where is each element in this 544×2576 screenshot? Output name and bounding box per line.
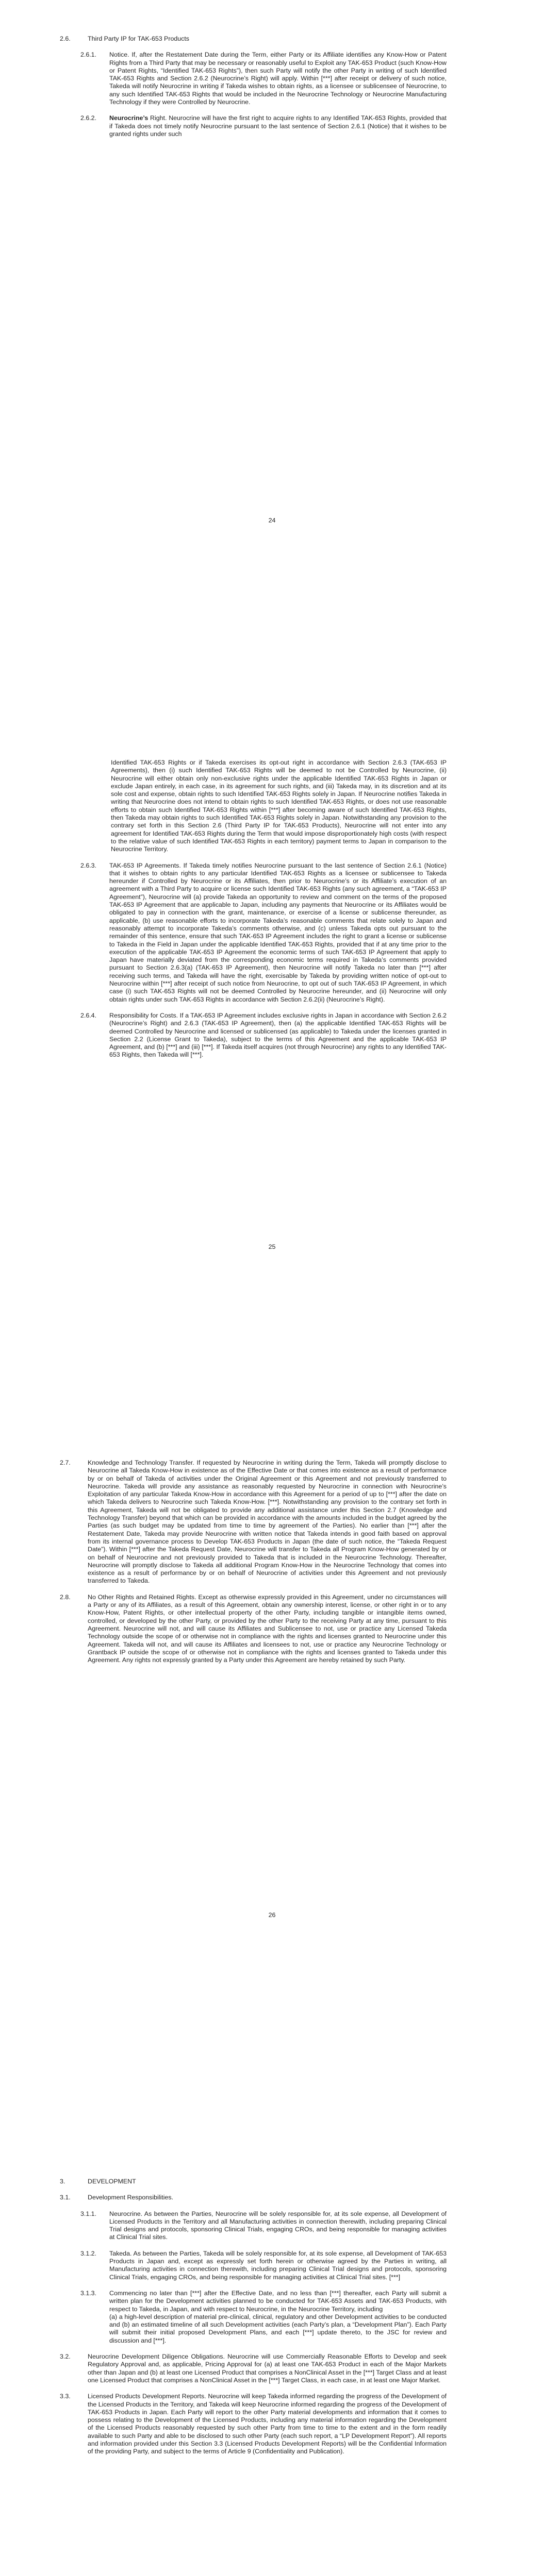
section-3-1-3 <box>80 2290 447 2345</box>
section-number: 3. <box>60 2178 65 2185</box>
section-heading: Development Responsibilities. <box>88 2194 173 2201</box>
section-text: Licensed Products Development Reports. Neurocrine will keep Takeda informed regarding the progress of the Development of the Licensed Products in the Territory, and Takeda will keep Neurocrine informed regarding the progress of the Development of TAK-653 Products in Japan. Each Party will report to the other Party material developments and information that it comes to possess relating to the Development of the Licensed Products, including any material information regarding the Development of the Licensed Products reasonably requested by such other Party from time to time to the extent and in the form readily available to such Party and able to be disclosed to such other Party (each such report, a “LP Development Report”). All reports and information provided under this Section 3.3 (Licensed Products Development Reports) will be the Confidential Information of the providing Party, and subject to the terms of Article 9 (Confidentiality and Publication). <box>88 2393 449 2455</box>
section-continuation: Identified TAK-653 Rights or if Takeda exercises its opt-out right in accordance with Section 2.6.3 (TAK-653 IP Agreements), then (i) such Identified TAK-653 Rights will be deemed to not be Controlled by Neurocrine, (ii) Neurocrine will either obtain only non-exclusive rights under the applicable Identified TAK-653 Rights in Japan or exclude Japan entirely, in each case, in its agreement for such rights, and (iii) Takeda may, in its discretion and at its sole cost and expense, obtain rights to such Identified TAK-653 Rights solely in Japan. If Neurocrine notifies Takeda in writing that Neurocrine does not intend to obtain rights to such Identified TAK-653 Rights, or does not use reasonable efforts to obtain such Identified TAK-653 Rights within [***] after becoming aware of such Identified TAK-653 Rights, then Takeda may obtain rights to such Identified TAK-653 Rights solely in Japan. Notwithstanding any provision to the contrary set forth in this Section 2.6 (Third Party IP for TAK-653 Products), Neurocrine will not enter into any agreement for Identified TAK-653 Rights during the Term that would impose disproportionately high costs (with respect to the relative value of such Identified TAK-653 Rights in each territory) payment terms to Japan in comparison to the Neurocrine Territory. <box>111 759 449 853</box>
section-number: 2.8. <box>60 1593 71 1601</box>
article-3 <box>60 2178 447 2185</box>
section-number: 2.6.4. <box>80 1011 97 1019</box>
section-number: 3.1. <box>60 2194 71 2201</box>
section-text: Knowledge and Technology Transfer. If requested by Neurocrine in writing during the Term, Takeda will promptly disclose to Neurocrine all Takeda Know-How in existence as of the Effective Date or that comes into existence as a result of performance by or on behalf of Takeda of activities under the Original Agreement or this Agreement and not previously transferred to Neurocrine. Takeda will provide any assistance as reasonably requested by Neurocrine in connection with Neurocrine’s Exploitation of any particular Takeda Know-How in accordance with this Agreement for a period of up to [***] after the date on which Takeda delivers to Neurocrine such Takeda Know-How. [***]. Notwithstanding any provision to the contrary set forth in this Agreement, Takeda will not be obligated to provide any additional assistance under this Section 2.7 (Knowledge and Technology Transfer) beyond that which can be provided in accordance with the amounts included in the budget agreed by the Parties (as such budget may be updated from time to time by agreement of the Parties). No earlier than [***] after the Restatement Date, Takeda may provide Neurocrine with written notice that Takeda intends in good faith based on approval from its internal governance process to Develop TAK-653 Products in Japan (the date of such notice, the “Takeda Request Date”). Within [***] after the Takeda Request Date, Neurocrine will transfer to Takeda all Program Know-How generated by or on behalf of Neurocrine and not previously provided to Takeda that is included in the Neurocrine Technology. Thereafter, Neurocrine will promptly disclose to Takeda all additional Program Know-How in the Neurocrine Technology that comes into existence as a result of performance by or on behalf of Neurocrine of activities under this Agreement and not previously transferred to Takeda. <box>88 1459 449 1585</box>
section-number: 3.1.3. <box>80 2289 97 2297</box>
section-3-1-1 <box>80 2210 447 2242</box>
section-number: 2.7. <box>60 1459 71 1466</box>
page-number: 25 <box>268 1243 276 1250</box>
article-heading: DEVELOPMENT <box>88 2178 136 2185</box>
section-text: Notice. If, after the Restatement Date during the Term, either Party or its Affiliate identifies any Know-How or Patent Rights from a Third Party that may be necessary or reasonably useful to Exploit any TAK-653 Product (such Know-How or Patent Rights, “Identified TAK-653 Rights”), then such Party will notify the other Party in writing of such Identified TAK-653 Rights and Section 2.6.2 (Neurocrine’s Right) will apply. Within [***] after receipt or delivery of such notice, Takeda will notify Neurocrine in writing if Takeda wishes to obtain rights, as a licensee or sublicensee of Neurocrine, to any such Identified TAK-653 Rights that would be included in the Neurocrine Technology or Neurocrine Manufacturing Technology if they were Controlled by Neurocrine. <box>109 51 449 106</box>
document-page <box>0 703 544 1406</box>
section-text: Neurocrine Development Diligence Obligations. Neurocrine will use Commercially Reasonable Efforts to Develop and seek Regulatory Approval and, as applicable, Pricing Approval for (a) at least one TAK-653 Product in each of the Major Markets other than Japan and (b) at least one Licensed Product that comprises a NonClinical Asset in the [***] Target Class and at least one Licensed Product that comprises a NonClinical Asset in the [***] Target Class, in each case, in at least one Major Market. <box>88 2353 449 2384</box>
page-body <box>60 2178 447 2464</box>
section-number: 3.3. <box>60 2393 71 2400</box>
section-2-6-2 <box>80 114 447 138</box>
section-2-7 <box>60 1459 447 1585</box>
section-2-6-4 <box>80 1012 447 1059</box>
section-text: Neurocrine. As between the Parties, Neurocrine will be solely responsible for, at its sole expense, all Development of Licensed Products in the Territory and all Manufacturing activities in connection therewith, including preparing Clinical Trial designs and protocols, sponsoring Clinical Trials, engaging CROs, and being responsible for managing activities at Clinical Trial sites. <box>109 2210 449 2241</box>
bold-run: Neurocrine’s <box>109 114 149 122</box>
section-heading: Third Party IP for TAK-653 Products <box>88 35 189 42</box>
section-2-6 <box>60 35 447 43</box>
section-2-8 <box>60 1594 447 1665</box>
page-number: 24 <box>268 517 276 524</box>
section-number: 2.6.3. <box>80 861 97 869</box>
section-text: Right. Neurocrine will have the first right to acquire rights to any Identified TAK-653 Rights, provided that if Takeda does not timely notify Neurocrine pursuant to the last sentence of Section 2.6.1 (Notice) that it wishes to be granted rights under such <box>109 114 449 138</box>
section-3-3 <box>60 2393 447 2455</box>
section-number: 2.6.2. <box>80 114 97 122</box>
section-3-1-2 <box>80 2250 447 2281</box>
section-number: 3.1.2. <box>80 2249 97 2257</box>
document-page <box>0 1406 544 2110</box>
page-body <box>60 35 447 146</box>
section-text: TAK-653 IP Agreements. If Takeda timely notifies Neurocrine pursuant to the last sentence of Section 2.6.1 (Notice) that it wishes to obtain rights to any particular Identified TAK-653 Rights as a licensee or sublicensee to Takeda hereunder if Controlled by Neurocrine or its Affiliates, then prior to Neurocrine’s or its Affiliate’s execution of an agreement with a Third Party to acquire or license such Identified TAK-653 Rights (any such agreement, a “TAK-653 IP Agreement”), Neurocrine will (a) provide Takeda an opportunity to review and comment on the terms of the proposed TAK-653 IP Agreement that are applicable to Japan, including any payments that Neurocrine or its Affiliates would be obligated to pay in connection with the grant, maintenance, or exercise of a license or sublicense thereunder, as applicable, (b) use reasonable efforts to incorporate Takeda’s reasonable comments that relate solely to Japan and reasonably attempt to incorporate Takeda’s comments otherwise, and (c) unless Takeda opts out pursuant to the remainder of this sentence, ensure that such TAK-653 IP Agreement includes the right to grant a license or sublicense to Takeda in the Field in Japan under the applicable Identified TAK-653 Rights, provided that if at any time prior to the execution of the applicable TAK-653 IP Agreement the economic terms of such TAK-653 IP Agreement that apply to Japan have materially deviated from the corresponding economic terms required in Takeda’s comments provided pursuant to Section 2.6.3(a) (TAK-653 IP Agreement), then Neurocrine will notify Takeda no later than [***] after receiving such terms, and Takeda will have the right, exercisable by Takeda by providing written notice of opt-out to Neurocrine within [***] after receipt of such notice from Neurocrine, to opt out of such TAK-653 IP Agreement, in which case (i) such TAK-653 Rights will not be deemed Controlled by Neurocrine hereunder, and (ii) Neurocrine will only obtain rights under such TAK-653 Rights in accordance with Section 2.6.2(ii) (Neurocrine’s Right). <box>109 861 449 1003</box>
document-page <box>0 2110 544 2576</box>
section-3-2 <box>60 2353 447 2384</box>
section-2-6-1 <box>80 51 447 106</box>
section-number: 3.1.1. <box>80 2210 97 2217</box>
document-page <box>0 0 544 703</box>
page-body <box>60 759 447 1067</box>
section-text-wrap <box>109 114 447 138</box>
page-body <box>60 1459 447 1672</box>
section-2-6-3 <box>80 862 447 1004</box>
section-number: 2.6. <box>60 35 71 42</box>
section-text: Commencing no later than [***] after the Effective Date, and no less than [***] thereafter, each Party will submit a written plan for the Development activities planned to be conducted for TAK-653 Assets and TAK-653 Products, with respect to Takeda, in Japan, and with respect to Neurocrine, in the Neurocrine Territory, including (a) a high-level description of material pre-clinical, clinical, regulatory and other Development activities to be conducted and (b) an estimated timeline of all such Development activities (each Party’s plan, a “Development Plan”). Each Party will submit their initial proposed Development Plans, and each [***] update thereto, to the JSC for review and discussion and [***]. <box>109 2289 447 2344</box>
section-3-1 <box>60 2194 447 2201</box>
page-number: 26 <box>268 1911 276 1919</box>
section-text: Responsibility for Costs. If a TAK-653 IP Agreement includes exclusive rights in Japan in accordance with Section 2.6.2 (Neurocrine’s Right) and 2.6.3 (TAK-653 IP Agreement), then (a) the applicable Identified TAK-653 Rights will be deemed Controlled by Neurocrine and licensed or sublicensed (as applicable) to Takeda under the licenses granted in Section 2.2 (License Grant to Takeda), subject to the terms of this Agreement and the applicable TAK-653 IP Agreement, and (b) [***] and (iii) [***]. If Takeda itself acquires (not through Neurocrine) any rights to any Identified TAK-653 Rights, then Takeda will [***]. <box>109 1011 449 1059</box>
section-number: 3.2. <box>60 2353 71 2361</box>
section-text: Takeda. As between the Parties, Takeda will be solely responsible for, at its sole expense, all Development of TAK-653 Products in Japan and, except as expressly set forth herein or otherwise agreed by the Parties in writing, all Manufacturing activities in connection therewith, including preparing Clinical Trial designs and protocols, sponsoring Clinical Trials, engaging CROs, and being responsible for managing activities at Clinical Trial sites. [***] <box>109 2249 449 2281</box>
section-text: No Other Rights and Retained Rights. Except as otherwise expressly provided in this Agreement, under no circumstances will a Party or any of its Affiliates, as a result of this Agreement, obtain any ownership interest, license, or other right in or to any Know-How, Patent Rights, or other intellectual property of the other Party, including tangible or intangible items owned, controlled, or developed by the other Party, or provided by the other Party to the receiving Party at any time, pursuant to this Agreement. Neurocrine will not, and will cause its Affiliates and Sublicensee to not, use or practice any Licensed Takeda Technology outside the scope of or otherwise not in compliance with the rights and licenses granted to Neurocrine under this Agreement. Takeda will not, and will cause its Affiliates and licensees to not, use or practice any Neurocrine Technology or Grantback IP outside the scope of or otherwise not in compliance with the rights and licenses granted to Takeda under this Agreement. Any rights not expressly granted by a Party under this Agreement are hereby retained by such Party. <box>88 1593 449 1664</box>
section-number: 2.6.1. <box>80 51 97 59</box>
